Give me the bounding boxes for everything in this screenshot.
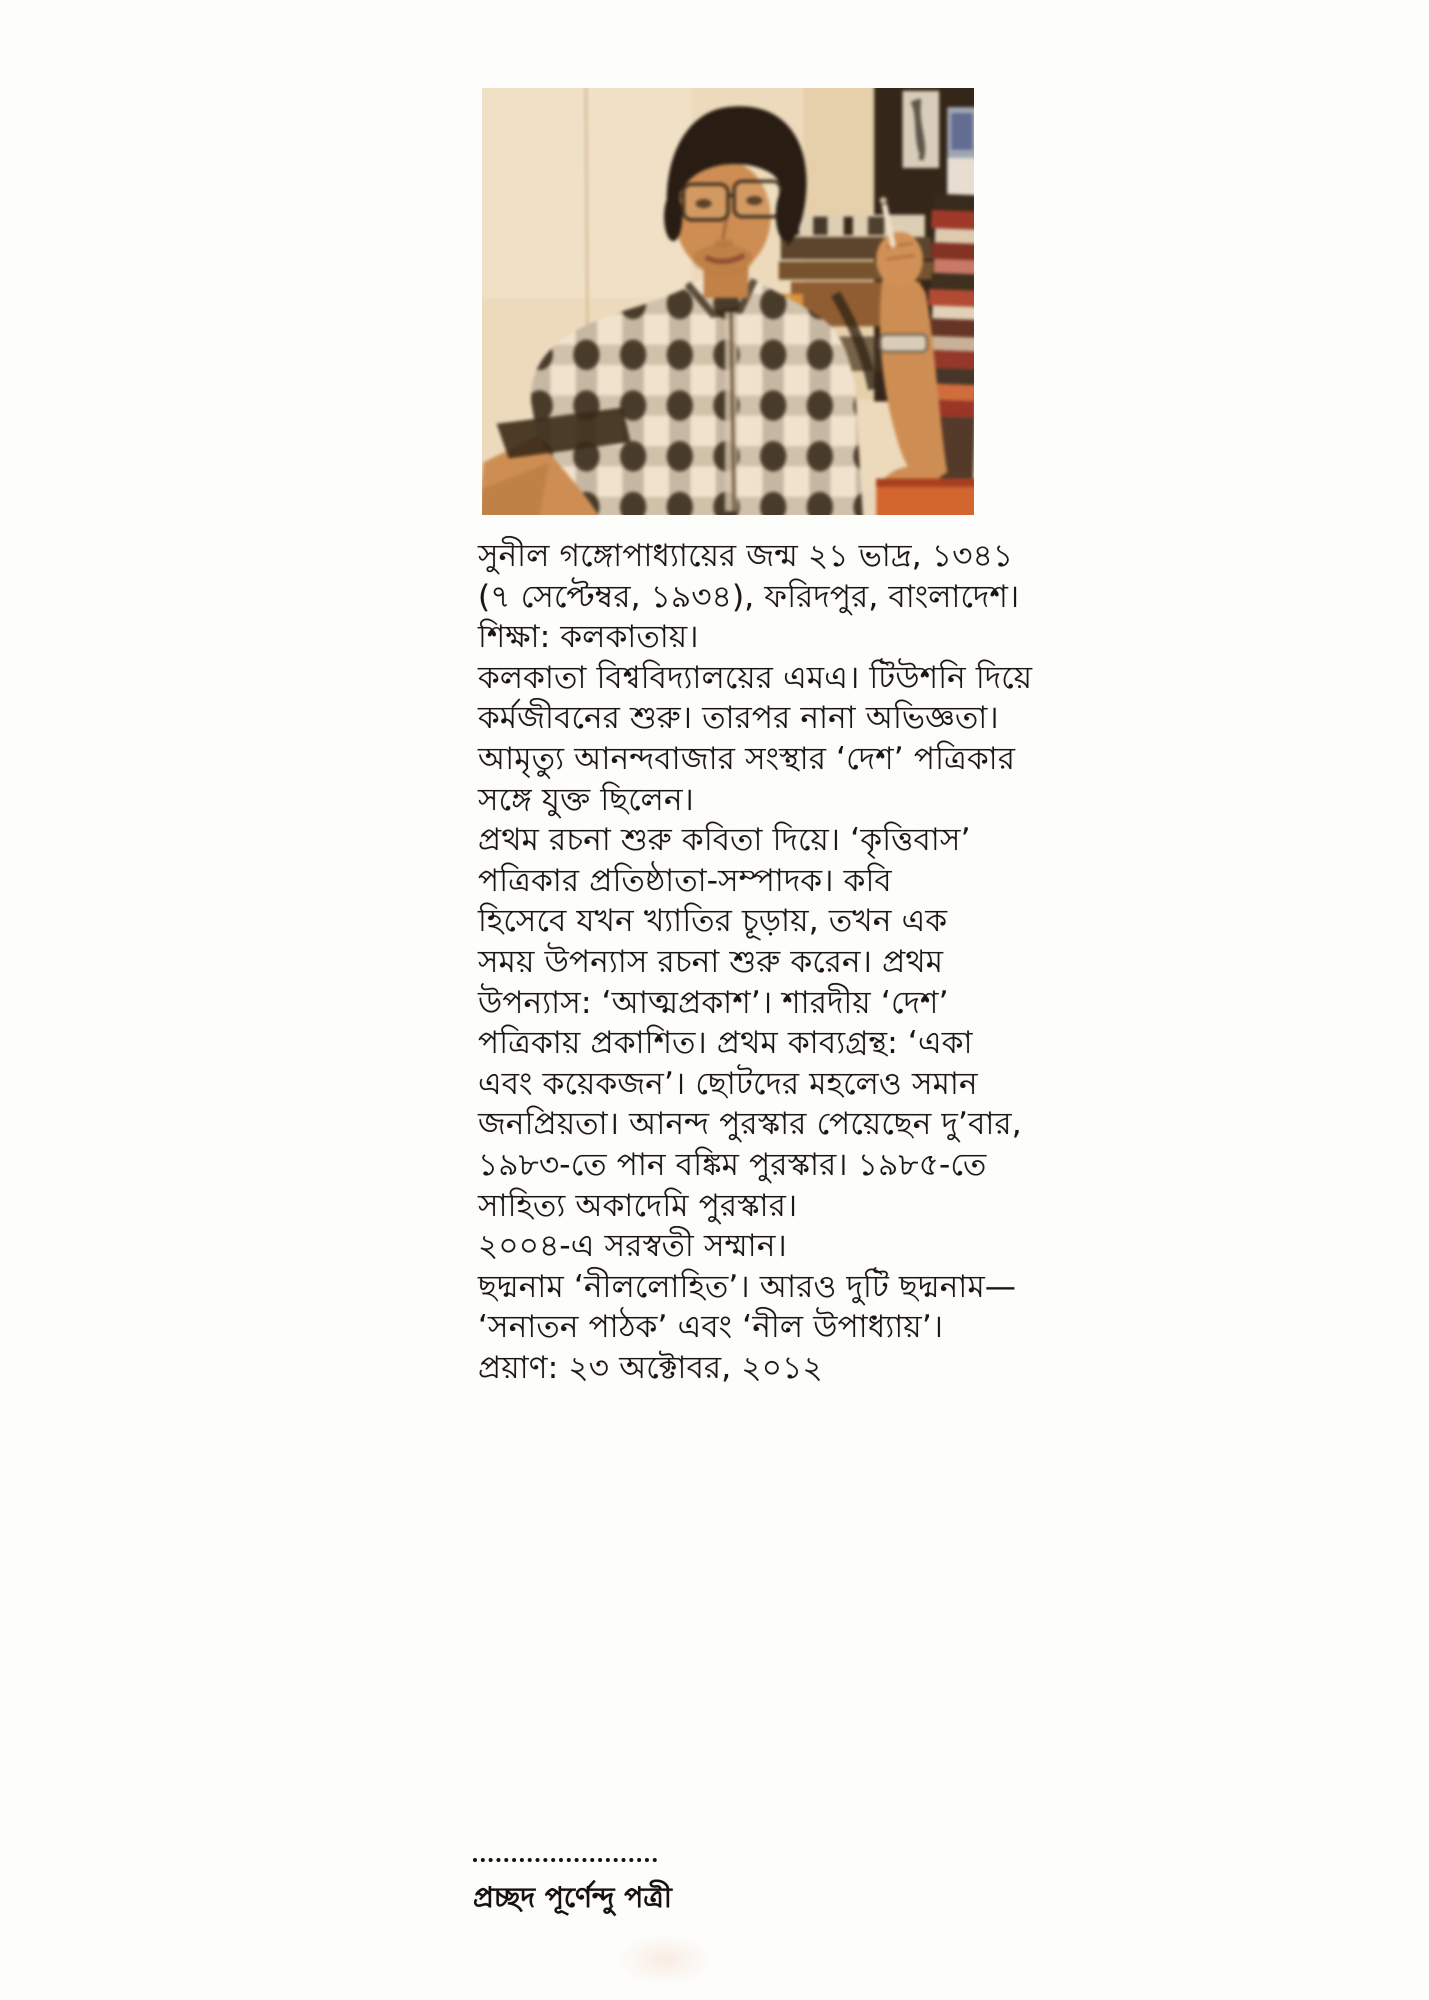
- bio-line: ১৯৮৩-তে পান বঙ্কিম পুরস্কার। ১৯৮৫-তে: [478, 1146, 987, 1183]
- bio-line: এবং কয়েকজন’। ছোটদের মহলেও সমান: [478, 1065, 978, 1102]
- scan-smudge: [600, 1925, 730, 1995]
- bio-line: সময় উপন্যাস রচনা শুরু করেন। প্রথম: [478, 943, 944, 980]
- bio-line: উপন্যাস: ‘আত্মপ্রকাশ’। শারদীয় ‘দেশ’: [478, 984, 949, 1021]
- bio-line: প্রয়াণ: ২৩ অক্টোবর, ২০১২: [478, 1349, 823, 1386]
- bio-line: পত্রিকায় প্রকাশিত। প্রথম কাব্যগ্রন্থ: ‘একা: [478, 1025, 973, 1062]
- bio-line: সাহিত্য অকাদেমি পুরস্কার।: [478, 1187, 798, 1224]
- bio-line: (৭ সেপ্টেম্বর, ১৯৩৪), ফরিদপুর, বাংলাদেশ।: [478, 578, 1020, 615]
- bio-line: ছদ্মনাম ‘নীললোহিত’। আরও দুটি ছদ্মনাম—: [478, 1268, 1017, 1305]
- author-bio: [478, 536, 1033, 1388]
- author-photo: [482, 88, 974, 515]
- bio-line: শিক্ষা: কলকাতায়।: [478, 619, 699, 656]
- bio-line: ২০০৪-এ সরস্বতী সম্মান।: [478, 1228, 787, 1265]
- bio-line: কর্মজীবনের শুরু। তারপর নানা অভিজ্ঞতা।: [478, 700, 999, 737]
- dotted-separator: [473, 1858, 657, 1862]
- bio-line: ‘সনাতন পাঠক’ এবং ‘নীল উপাধ্যায়’।: [478, 1309, 944, 1346]
- bio-line: পত্রিকার প্রতিষ্ঠাতা-সম্পাদক। কবি: [478, 862, 892, 899]
- cover-credit: প্রচ্ছদ পূর্ণেন্দু পত্রী: [473, 1881, 672, 1914]
- bio-line: সঙ্গে যুক্ত ছিলেন।: [478, 781, 694, 818]
- bio-line: আমৃত্যু আনন্দবাজার সংস্থার ‘দেশ’ পত্রিকার: [478, 740, 1016, 777]
- bio-line: জনপ্রিয়তা। আনন্দ পুরস্কার পেয়েছেন দু’বার,: [478, 1106, 1022, 1143]
- bio-line: কলকাতা বিশ্ববিদ্যালয়ের এমএ। টিউশনি দিয়ে: [478, 659, 1033, 696]
- bio-line: প্রথম রচনা শুরু কবিতা দিয়ে। ‘কৃত্তিবাস’: [478, 822, 971, 859]
- bio-line: সুনীল গঙ্গোপাধ্যায়ের জন্ম ২১ ভাদ্র, ১৩৪১: [478, 538, 1014, 574]
- bio-line: হিসেবে যখন খ্যাতির চূড়ায়, তখন এক: [478, 903, 948, 940]
- author-photo-illustration: [482, 88, 974, 515]
